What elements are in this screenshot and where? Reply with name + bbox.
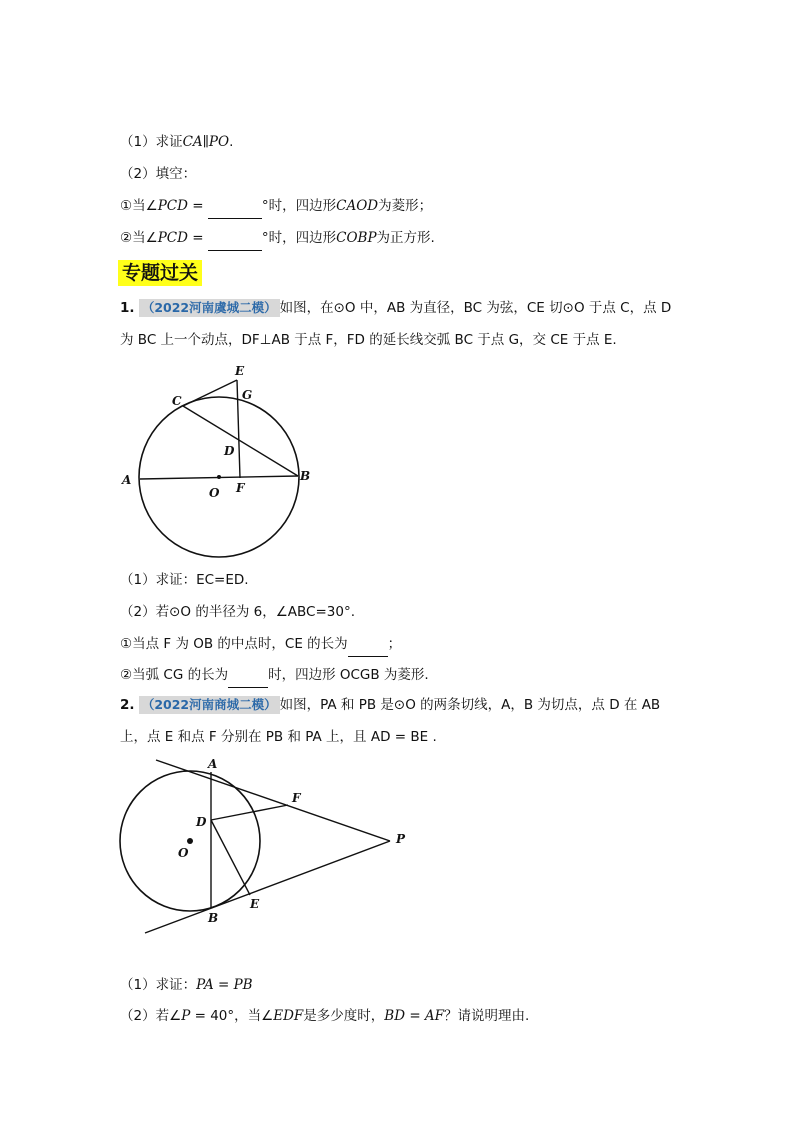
label-d: D [224, 444, 235, 458]
label-f: F [292, 791, 301, 805]
problem2-part2: （2）若∠P = 40°，当∠EDF是多少度时，BD = AF？请说明理由. [120, 1008, 530, 1024]
problem1-item1: ①当点 F 为 OB 的中点时，CE 的长为 ； [120, 634, 401, 657]
problem1-part1: （1）求证：EC=ED. [120, 572, 249, 588]
label-b: B [300, 469, 311, 483]
math-ca-parallel-po: CA∥PO [182, 134, 230, 150]
label-o: O [178, 846, 189, 860]
source-tag: （2022河南商城二模） [139, 696, 280, 714]
label-o: O [209, 486, 220, 500]
prev-part2: （2）填空： [120, 166, 197, 182]
prev-item1: ①当∠PCD = °时，四边形CAOD为菱形； [120, 196, 432, 219]
segment-de [211, 820, 250, 895]
problem1-line1: 1. （2022河南虞城二模） 如图，在⊙O 中，AB 为直径，BC 为弦，CE 切⊙O 于点 C，点 D [120, 300, 672, 316]
section-heading: 专题过关 [118, 260, 202, 286]
label-f: F [236, 481, 245, 495]
problem2-line1: 2. （2022河南商城二模） 如图，PA 和 PB 是⊙O 的两条切线，A，B 为切点，点 D 在 AB [120, 697, 661, 713]
problem1-item2: ②当弧 CG 的长为 时，四边形 OCGB 为菱形. [120, 665, 429, 688]
tangent-pa [156, 760, 390, 841]
label-c: C [172, 394, 182, 408]
problem1-line2: 为 BC 上一个动点，DF⊥AB 于点 F，FD 的延长线交弧 BC 于点 G，交 CE 于点 E. [120, 332, 617, 348]
label-e: E [235, 364, 245, 378]
label-d: D [196, 815, 207, 829]
prev-item2: ②当∠PCD = °时，四边形COBP为正方形. [120, 228, 435, 251]
problem2-part1: （1）求证：PA = PB [120, 977, 253, 993]
problem1-part2: （2）若⊙O 的半径为 6，∠ABC=30°. [120, 604, 356, 620]
center-dot [187, 838, 193, 844]
segment-df [211, 805, 288, 820]
label-b: B [208, 911, 219, 925]
prev-part1: （1）求证CA∥PO. [120, 134, 234, 150]
label-a: A [208, 757, 218, 771]
label-g: G [242, 388, 253, 402]
label-a: A [122, 473, 132, 487]
problem2-line2: 上，点 E 和点 F 分别在 PB 和 PA 上，且 AD = BE . [120, 729, 437, 745]
label-e: E [250, 897, 260, 911]
label-p: P [396, 832, 406, 846]
source-tag: （2022河南虞城二模） [139, 299, 280, 317]
